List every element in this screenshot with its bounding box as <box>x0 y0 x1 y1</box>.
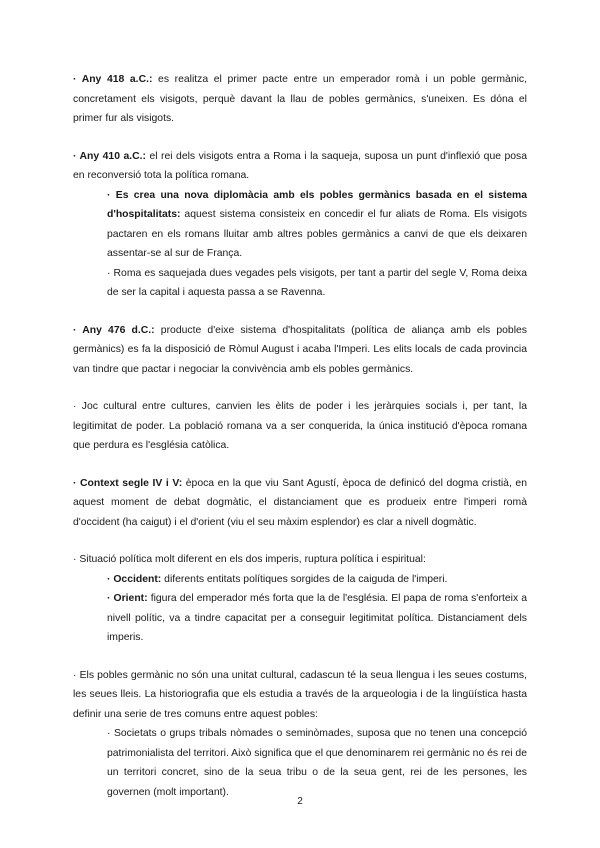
sub-paragraph-text: figura del emperador més forta que la de l'església. El papa de roma s'enforteix a nivell polític, va a tindre capacitat per a conseguir legitimitat política. Distanciament dels imperis. <box>107 593 528 643</box>
paragraph-pobles-germanics: · Els pobles germànic no són una unitat cultural, cadascun té la seua llengua i les seues costums, les seues lleis. La historiografia que els estudia a través de la arqueologia i de la lingüística hasta definir una serie de tres comuns entre aquest pobles: <box>73 669 527 720</box>
document-body <box>73 70 527 802</box>
sub-paragraph-occident <box>73 570 527 590</box>
paragraph-any-476 <box>73 321 527 380</box>
sub-paragraph-hospitalitats <box>73 186 527 264</box>
sub-paragraph-societats-tribals: · Societats o grups tribals nòmades o seminòmades, suposa que no tenen una concepció patrimonialista del territori. Això significa que el que denominarem rei germànic no és rei de un territori concret, sino de la seua tribu o de la seua gent, rei de les persones, les governen (molt important). <box>107 728 527 798</box>
sub-paragraph-text: aquest sistema consisteix en concedir el fur aliats de Roma. Els visigots pactaren en els romans lluitar amb altres pobles germànics a canvi de que els deixaren assentar-se al sur de França. <box>107 209 527 259</box>
paragraph-lead: · Context segle IV i V: <box>73 477 183 489</box>
paragraph-text: època en la que viu Sant Agustí, època de definicó del dogma cristià, en aquest moment de debat dogmàtic, el distanciament que es produeix entre l'imperi romà d'occident (ha caigut) i el d'orient (viu el seu màxim esplendor) es clar a nivell dogmàtic. <box>73 477 527 528</box>
paragraph-lead: · Any 418 a.C.: <box>73 74 153 85</box>
paragraph-any-418 <box>73 70 527 129</box>
sub-paragraph-orient <box>73 589 527 648</box>
paragraph-text: el rei dels visigots entra a Roma i la saqueja, suposa un punt d'inflexió que posa en reconversió tota la política romana. <box>73 150 528 181</box>
paragraph-text: producte d'eixe sistema d'hospitalitats (política de aliança amb els pobles germànics) es fa la disposició de Ròmul August i acaba l'Imperi. Les elits locals de cada provincia van tindre que pactar i negociar la convivència amb els pobles germànics. <box>73 324 527 375</box>
paragraph-text: es realitza el primer pacte entre un emperador romà i un poble germànic, concretament els visigots, perquè davant la llau de pobles germànics, s'uneixen. Es dóna el primer fur als visigots. <box>73 74 527 124</box>
paragraph-lead: · Any 410 a.C.: <box>73 150 146 162</box>
sub-paragraph-lead: · Occident: <box>107 573 162 585</box>
sub-paragraph-roma-saquejada: · Roma es saquejada dues vegades pels visigots, per tant a partir del segle V, Roma deixa de ser la capital i aquesta passa a se Ravenna. <box>107 267 527 298</box>
paragraph-situacio-politica: · Situació política molt diferent en els dos imperis, ruptura política i espiritual: <box>73 554 426 565</box>
sub-paragraph-lead: · Es crea una nova diplomàcia amb els pobles germànics basada en el sistema d'hospitalitats: <box>107 189 527 220</box>
paragraph-context-segle <box>73 474 527 533</box>
page-number: 2 <box>297 796 303 807</box>
paragraph-lead: · Any 476 d.C.: <box>73 324 155 336</box>
paragraph-joc-cultural: · Joc cultural entre cultures, canvien les èlits de poder i les jeràrquies socials i, per tant, la legitimitat de poder. La població romana va a ser conquerida, la única institució d'època romana que perdura es l'església catòlica. <box>73 401 527 451</box>
sub-paragraph-lead: · Orient: <box>107 593 148 604</box>
sub-paragraph-text: diferents entitats polítiques sorgides de la caiguda de l'imperi. <box>161 573 448 585</box>
paragraph-any-410 <box>73 147 527 186</box>
